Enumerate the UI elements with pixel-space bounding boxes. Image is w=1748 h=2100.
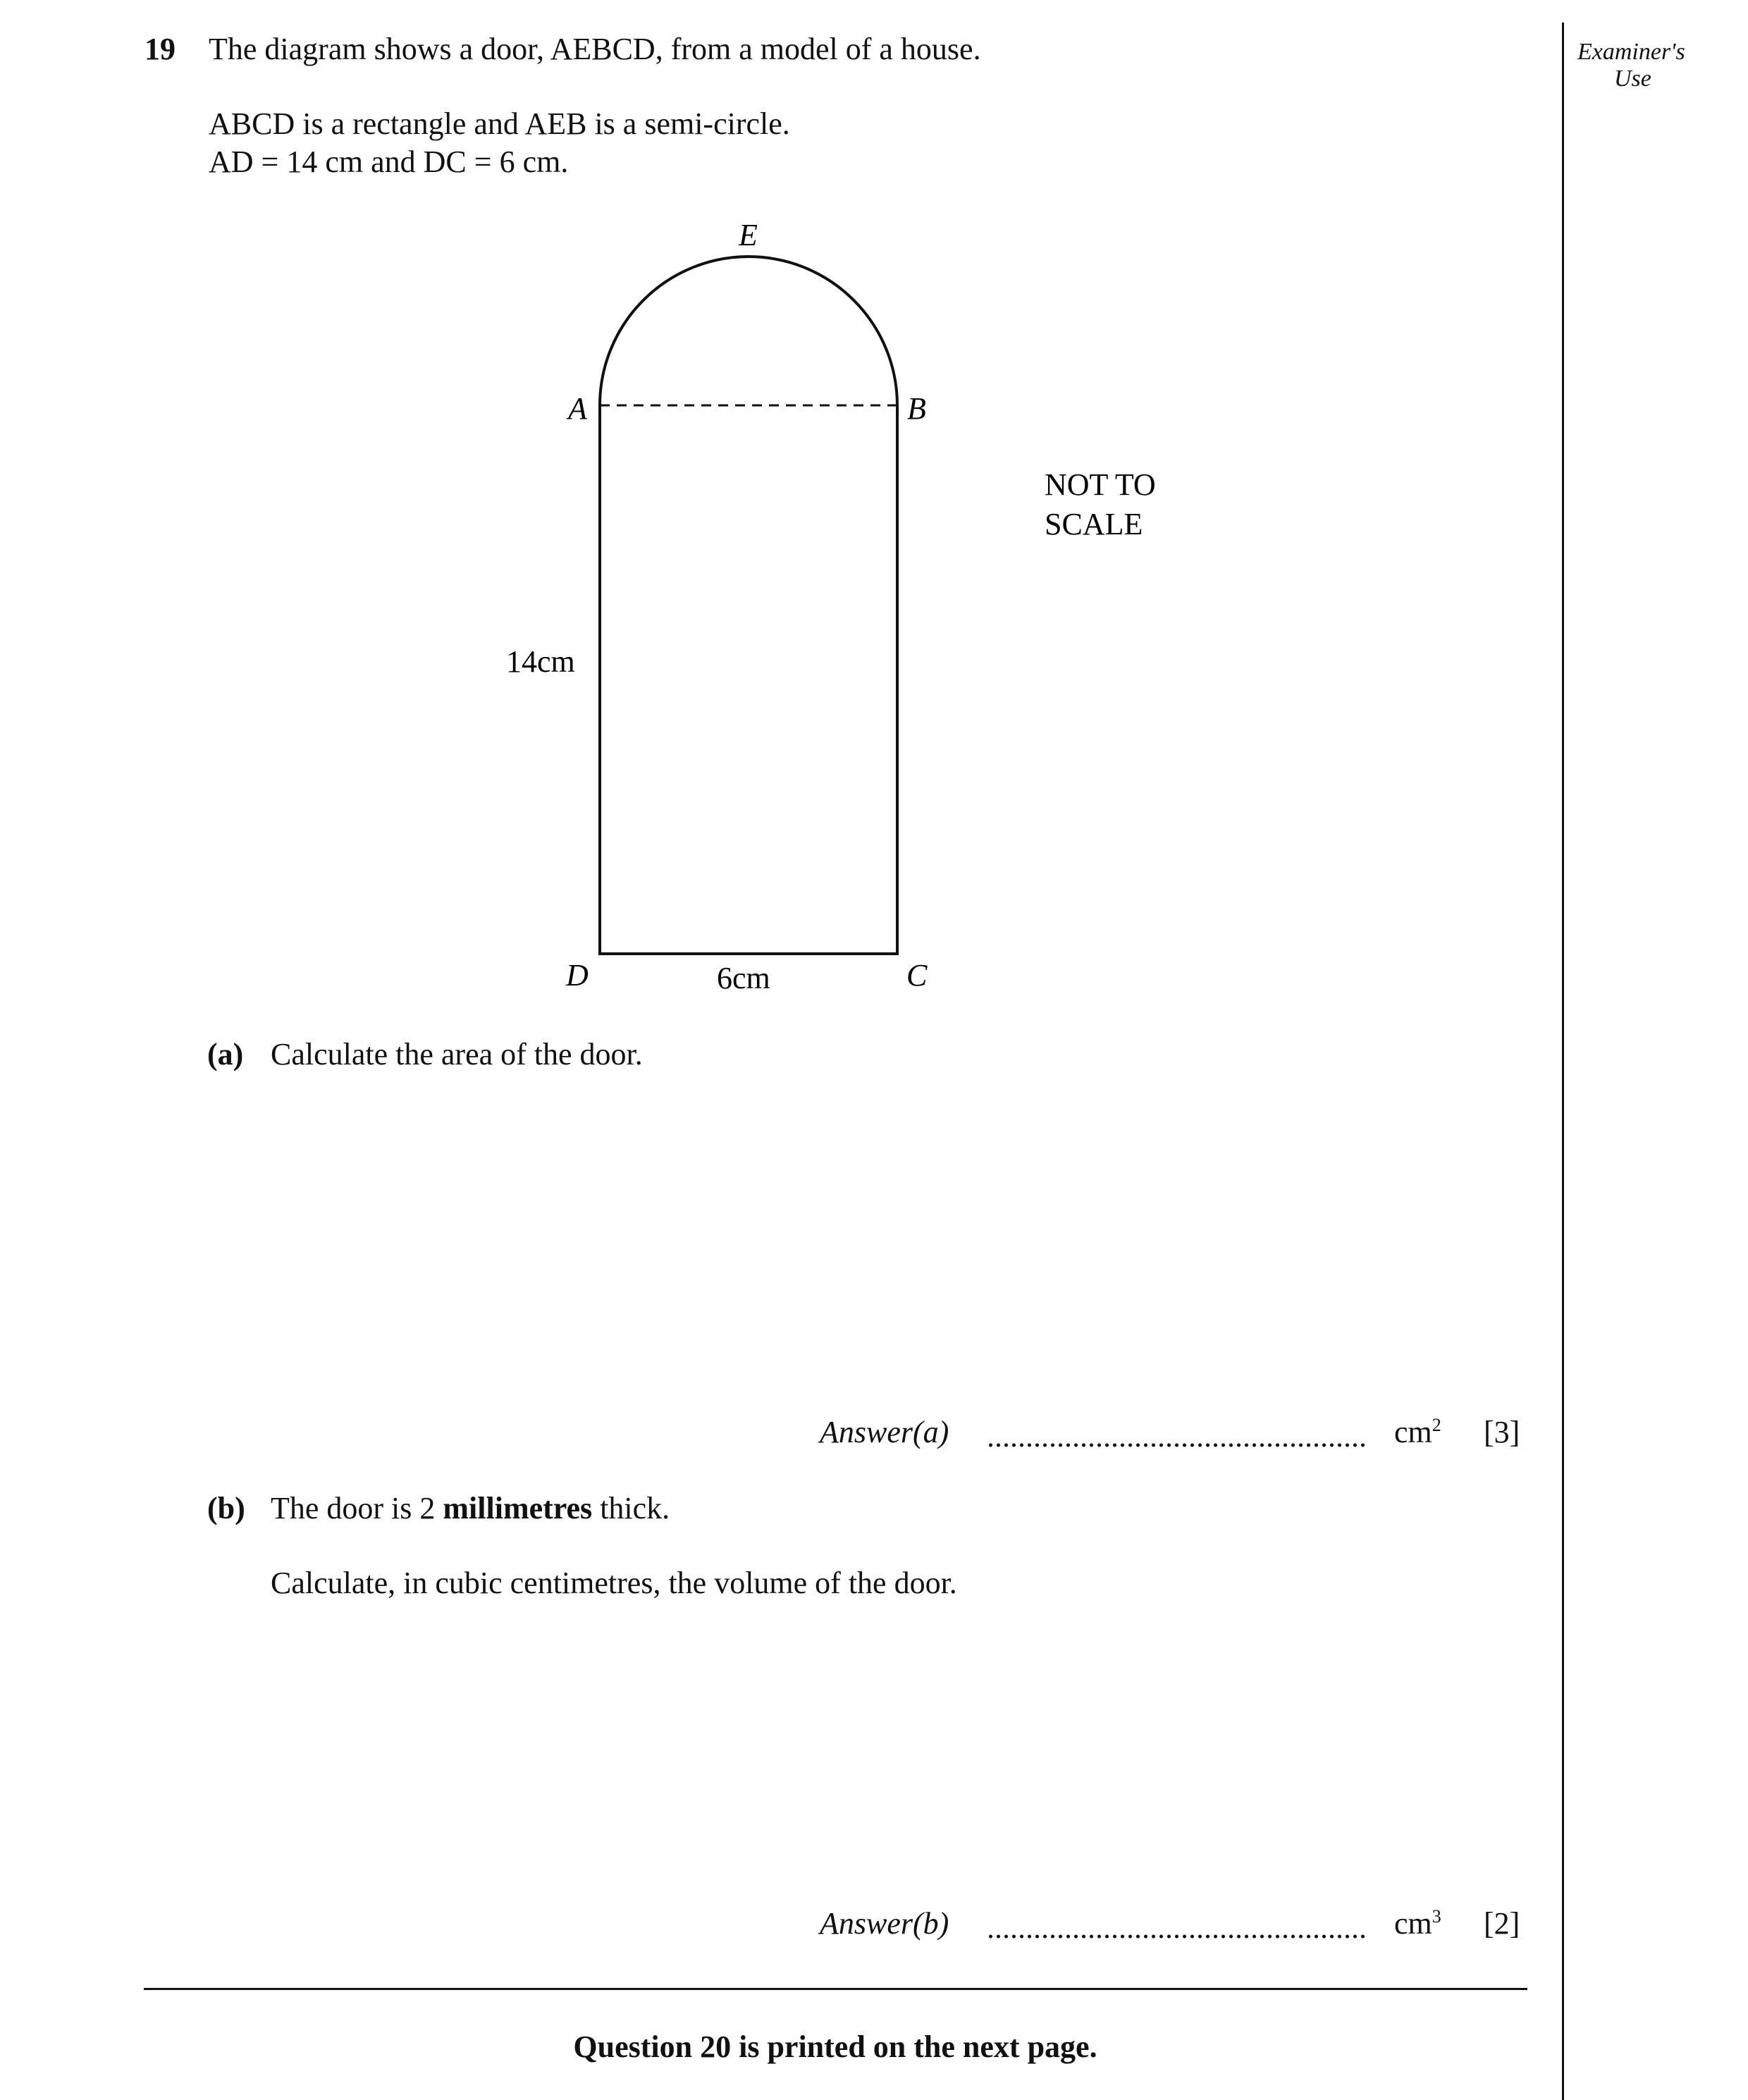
answer-b-unit-text: cm xyxy=(1394,1906,1432,1941)
semicircle-arc-aeb xyxy=(600,257,897,405)
footer-next-page-note: Question 20 is printed on the next page. xyxy=(573,2030,1097,2064)
base-length-label: 6cm xyxy=(717,961,770,995)
door-diagram xyxy=(0,0,1748,1022)
part-b-instruction: Calculate, in cubic centimetres, the volume of the door. xyxy=(271,1566,957,1600)
part-a-text: Calculate the area of the door. xyxy=(271,1037,643,1072)
examiner-use-heading-line1: Examiner's xyxy=(1577,39,1685,65)
side-length-label: 14cm xyxy=(506,644,575,679)
point-label-d: D xyxy=(566,958,589,993)
examiner-use-heading-line2: Use xyxy=(1614,66,1651,92)
part-b-text-post: thick. xyxy=(592,1491,670,1525)
answer-b-marks: [2] xyxy=(1484,1906,1520,1941)
answer-b-label: Answer(b) xyxy=(820,1906,949,1941)
answer-b-unit-power: 3 xyxy=(1432,1906,1441,1927)
not-to-scale-line2: SCALE xyxy=(1045,507,1143,541)
question-given-2: AD = 14 cm and DC = 6 cm. xyxy=(209,145,569,179)
point-label-b: B xyxy=(907,391,926,426)
part-b-text-bold: millimetres xyxy=(443,1491,593,1525)
footer-rule xyxy=(144,1988,1527,1990)
not-to-scale-line1: NOT TO xyxy=(1045,467,1156,502)
answer-b-dotted-line[interactable] xyxy=(987,1934,1367,1939)
answer-a-dotted-line[interactable] xyxy=(987,1442,1367,1448)
answer-b-unit xyxy=(1394,1905,1441,1943)
part-a-label: (a) xyxy=(207,1037,244,1072)
answer-a-unit-text: cm xyxy=(1394,1415,1432,1449)
question-given-1: ABCD is a rectangle and AEB is a semi-circle. xyxy=(209,106,790,141)
question-intro-text: The diagram shows a door, AEBCD, from a model of a house. xyxy=(209,32,981,66)
part-b-text-pre: The door is 2 xyxy=(271,1491,443,1525)
question-number: 19 xyxy=(144,32,176,66)
point-label-a: A xyxy=(568,391,587,426)
part-b-text xyxy=(271,1490,670,1528)
answer-a-unit-power: 2 xyxy=(1432,1415,1441,1435)
point-label-e: E xyxy=(739,218,758,252)
point-label-c: C xyxy=(906,958,928,993)
answer-a-marks: [3] xyxy=(1484,1415,1520,1449)
answer-a-unit xyxy=(1394,1414,1441,1451)
part-b-label: (b) xyxy=(207,1491,245,1525)
answer-a-label: Answer(a) xyxy=(820,1415,949,1449)
